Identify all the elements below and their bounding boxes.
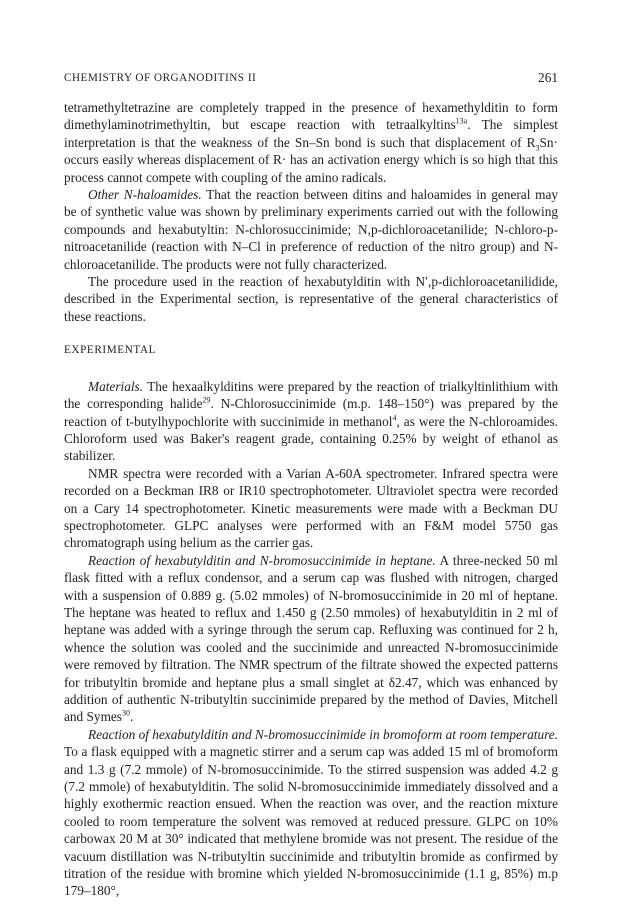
paragraph-text: The procedure used in the reaction of hexabutylditin with N′,p-dichloroacetanilidide, described in the Experimental section, is representative of the general characteristics of these reactions. — [64, 274, 558, 324]
paragraph-text: That the reaction between ditins and haloamides in general may be of synthetic value was shown by preliminary experiments carried out with the following compounds and hexabutyltin: N-chlorosuccinimide; N,p-dichloroacetanilide; N-chloro-p-nitroacetanilide (reaction with N–Cl in preference of reduction of the nitro group) and N-chloroacetanilide. The products were not fully characterized. — [64, 187, 558, 272]
paragraph-text: . — [130, 709, 134, 725]
running-title: CHEMISTRY OF ORGANODITINS II — [64, 72, 257, 84]
paragraph-text: The hexaalkylditins were prepared by the reaction of trialkyltinlithium with the corresponding halide — [64, 378, 558, 412]
paragraph-text: To a flask equipped with a magnetic stirrer and a serum cap was added 15 ml of bromoform and 1.3 g (7.2 mmole) of N-bromosuccinimide. To the stirred suspension was added 4.2 g (7.2 mmole) of hexabutylditin. The solid N-bromosuccinimide immediately dissolved and a highly exothermic reaction ensued. When the reaction was over, and the reaction mixture cooled to room temperature the solvent was removed at reduced pressure. GLPC on 10% carbowax 20 M at 30° indicated that methylene bromide was not present. The residue of the vacuum distillation was N-tributyltin succinimide and tributyltin bromide as confirmed by titration of the residue with bromine which yielded N-bromosuccinimide (1.1 g, 85%) m.p 179–180°, — [64, 744, 558, 899]
reference-superscript: 4 — [392, 413, 397, 423]
paragraph-instruments — [64, 465, 558, 552]
paragraph-reaction-heptane — [64, 552, 558, 726]
reference-superscript: 30 — [122, 708, 130, 718]
run-in-heading: Reaction of hexabutylditin and N-bromosuccinimide in bromoform at room temperature. — [88, 726, 559, 742]
paragraph-text: . N-Chlorosuccinimide (m.p. 148–150°) was prepared by the reaction of t-butylhypochlorite with succinimide in methanol — [64, 396, 558, 429]
paragraph-text: A three-necked 50 ml flask fitted with a reflux condensor, and a serum cap was flushed with nitrogen, charged with a suspension of 0.889 g. (5.02 mmoles) of N-bromosuccinimide in 20 ml of heptane. The heptane was heated to reflux and 1.450 g (2.50 mmoles) of hexabutylditin in 2 ml of heptane was added with a syringe through the serum cap. Refluxing was continued for 2 h, whence the solution was cooled and the succinimide and unreacted N-bromosuccinimide were removed by filtration. The NMR spectrum of the filtrate showed the expected patterns for tributyltin bromide and heptane plus a small singlet at δ2.47, which was enhanced by addition of authentic N-tributyltin succinimide prepared by the method of Davies, Mitchell and Symes — [64, 552, 558, 725]
paragraph-text: . The simplest interpretation is that the weakness of the Sn–Sn bond is such that displacement of R — [64, 117, 558, 150]
paragraph-other-haloamides — [64, 186, 558, 273]
paragraph-text: tetramethyltetrazine are completely trapped in the presence of hexamethylditin to form dimethylaminotrimethyltin, but escape reaction with tetraalkyltins — [64, 100, 558, 133]
paragraph-text: , as were the N-chloroamides. Chloroform used was Baker's reagent grade, containing 0.25% by weight of ethanol as stabilizer. — [64, 413, 559, 464]
body-text — [64, 99, 558, 900]
reference-superscript: 29 — [202, 395, 211, 405]
run-in-heading: Materials. — [88, 378, 144, 394]
paragraph-procedure — [64, 273, 558, 325]
section-heading-experimental: EXPERIMENTAL — [64, 344, 157, 357]
paragraph-reaction-bromoform — [64, 726, 558, 900]
paragraph-materials — [64, 378, 558, 465]
run-in-heading: Reaction of hexabutylditin and N-bromosuccinimide in heptane. — [88, 552, 436, 568]
run-in-heading: Other N-haloamides. — [88, 187, 202, 203]
paragraph-text: Sn· occurs easily whereas displacement of R· has an activation energy which is so high that this process cannot compete with coupling of the amino radicals. — [64, 134, 558, 185]
paragraph-text: NMR spectra were recorded with a Varian A-60A spectrometer. Infrared spectra were recorded on a Beckman IR8 or IR10 spectrophotometer. Ultraviolet spectra were recorded on a Cary 14 spectrophotometer. Kinetic measurements were made with a Beckman DU spectrophotometer. GLPC analyses were performed with an F&M model 5750 gas chromatograph using helium as the carrier gas. — [64, 465, 558, 551]
subscript: 3 — [535, 143, 540, 153]
page-number: 261 — [538, 70, 558, 85]
running-header — [64, 70, 558, 88]
reference-superscript: 13a — [455, 116, 468, 126]
paragraph-trapping — [64, 99, 558, 186]
